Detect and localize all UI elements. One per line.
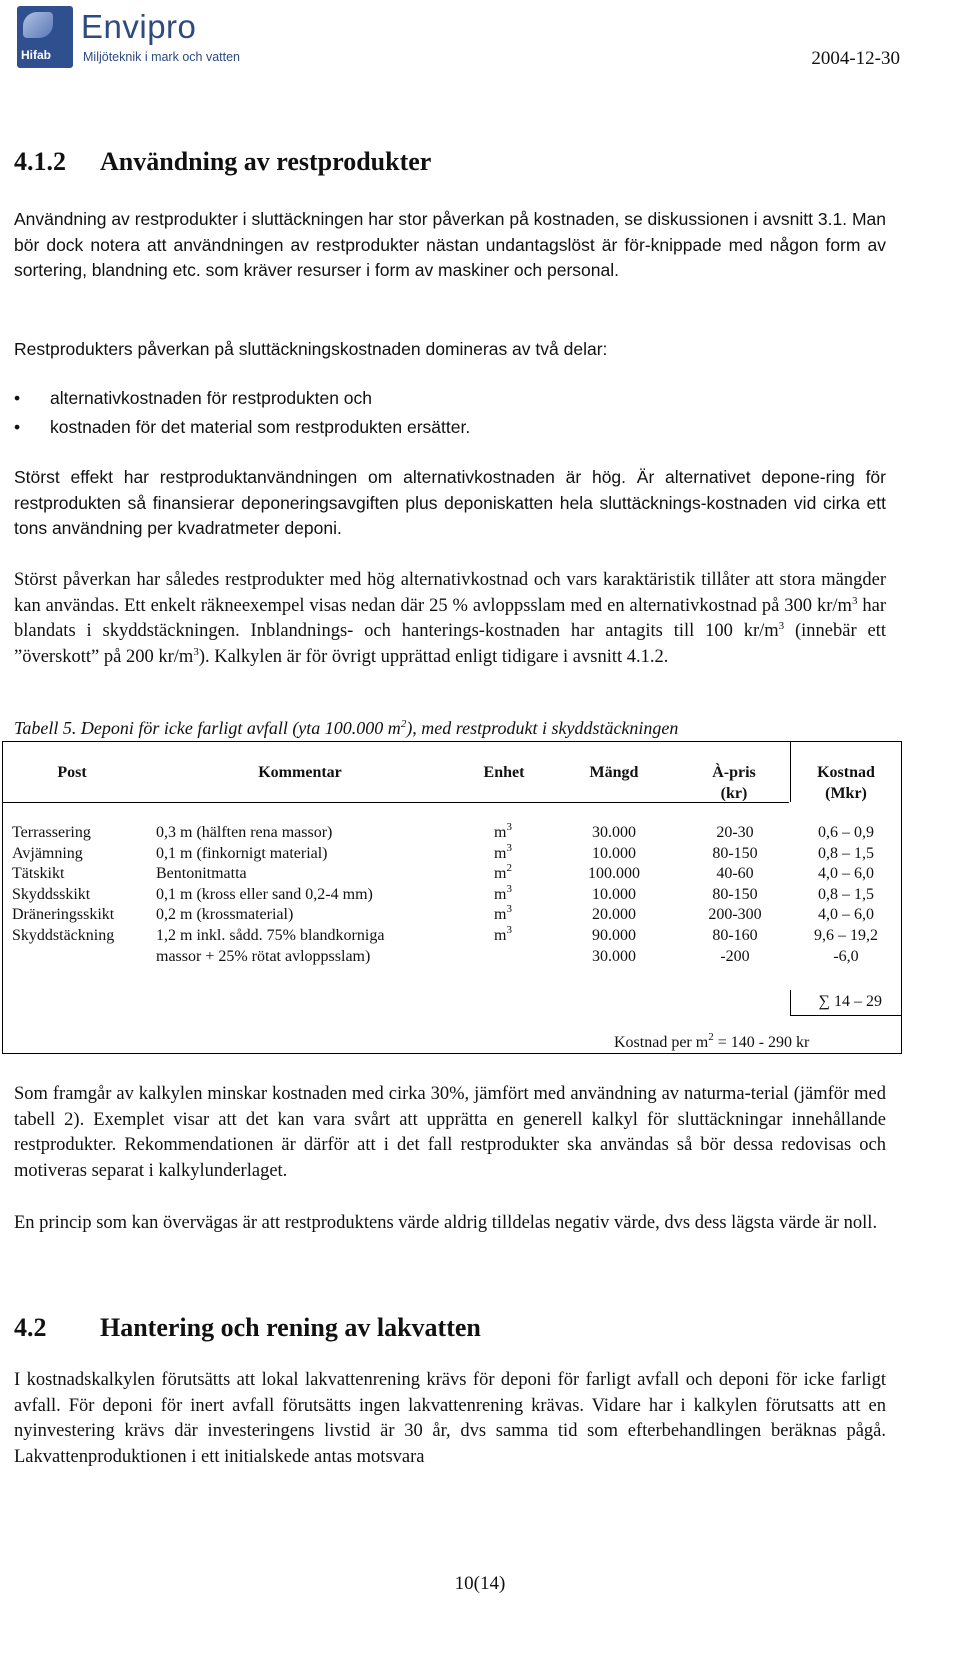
caption-b: ), med restprodukt i skyddstäckningen [406,718,679,738]
cell-apris: 80-160 [712,926,758,944]
column-mangd [566,823,662,967]
header-apris-line1: À-pris [712,764,756,781]
cell-post: Skyddstäckning [12,926,115,944]
header-kostnad [800,762,892,804]
cell-kostnad: -6,0 [833,947,859,965]
section-heading-4-2 [14,1313,481,1343]
column-kostnad [796,823,896,967]
paragraph-intro [14,207,886,284]
cell-mangd: 20.000 [592,906,636,924]
cell-kommentar: 0,2 m (krossmaterial) [156,906,294,924]
paragraph-example-a: Störst påverkan har således restprodukter med hög alternativkostnad och vars karaktäristik tillåter att stora mängder kan användas. Ett enkelt räkneexempel visas nedan där 25 % avloppsslam med en alternativkostnad på 300 kr/m [14,570,886,616]
header-kommentar: Kommentar [258,764,342,781]
column-kommentar [156,823,384,967]
header-kostnad-line2: (Mkr) [825,785,867,802]
cell-mangd: 30.000 [592,947,636,965]
cell-apris: 80-150 [712,885,758,903]
cell-apris: 80-150 [712,844,758,862]
cell-apris: 40-60 [716,865,754,883]
header-kostnad-line1: Kostnad [817,764,875,781]
cell-kostnad: 4,0 – 6,0 [818,906,874,924]
paragraph-lakvatten: I kostnadskalkylen förutsätts att lokal lakvattenrening krävs för deponi för farligt avfall och deponi för icke farligt avfall. För deponi för inert avfall förutsätts ingen lakvattenrening krävas. Vidare har i kalkylen förutsatts att en nyinvestering krävs där investeringens livstid är 30 år, dvs samma tid som efterbehandlingen beräknas pågå. Lakvattenproduktionen i ett initialskede antas motsvara [14,1370,886,1467]
cell-post: Tätskikt [12,865,65,883]
superscript: 3 [851,594,858,607]
unit-exponent: 3 [506,923,512,936]
paragraph-principle: En princip som kan övervägas är att restproduktens värde aldrig tilldelas negativ värde, dvs dess lägsta värde är noll. [14,1213,878,1233]
paragraph-effect: Störst effekt har restproduktanvändningen om alternativkostnaden är hög. Är alternativet depone-ring för restprodukten så finansierar deponeringsavgiften plus deponiskatten hela sluttäcknings-kostnaden vid cirka ett tons användning per kvadratmeter deponi. [14,467,886,538]
header-apris-line2: (kr) [720,785,748,802]
cell-apris: 200-300 [708,906,762,924]
logo-name: Envipro [81,8,197,45]
caption-superscript: 2 [400,718,407,730]
cell-mangd: 10.000 [592,885,636,903]
cell-post: Avjämning [12,844,83,862]
column-enhet [494,823,512,947]
bullet-item: • alternativkostnaden för restprodukten och [14,384,886,413]
unit-exponent: 3 [506,821,512,833]
cell-mangd: 10.000 [592,844,636,862]
cell-kommentar: Bentonitmatta [156,865,247,883]
cell-enhet: $m^3$ [494,841,512,862]
header-apris [694,762,774,804]
section-number: 4.1.2 [14,147,66,176]
cell-kommentar: 0,1 m (kross eller sand 0,2-4 mm) [156,885,373,903]
logo-tagline: Miljöteknik i mark och vatten [83,50,241,64]
cell-mangd: 90.000 [592,926,636,944]
unit-exponent: 3 [506,882,512,895]
bullet-list [14,384,886,442]
paragraph-conclusion: Som framgår av kalkylen minskar kostnaden med cirka 30%, jämfört med användning av naturma-terial (jämför med tabell 2). Exemplet visar att det kan vara svårt att upprätta en generell kalkyl för sluttäckningar innehållande restprodukter. Rekommendationen är därför att i det fall restprodukter ska användas så bör dessa redovisas och motiveras separat i kalkylunderlaget. [14,1084,886,1181]
unit-exponent: 3 [506,903,512,916]
paragraph-intro-a: Användning av restprodukter i sluttäckningen har stor påverkan på kostnaden, se diskussionen i avsnitt 3.1. [14,209,848,229]
cell-mangd: 100.000 [588,865,640,883]
unit-exponent: 3 [506,841,512,854]
cell-kommentar: 1,2 m inkl. sådd. 75% blandkorniga [156,926,385,944]
header-post: Post [57,764,87,781]
cell-apris: -200 [720,947,750,965]
cell-kostnad: 0,8 – 1,5 [818,885,874,903]
cell-mangd: 30.000 [592,824,636,841]
paragraph-intro-b: Man bör dock notera att användningen av restprodukter nästan undantagslöst är för-knippade med någon form av sortering, blandning etc. som kräver resurser i form av maskiner och personal. [14,209,886,280]
header-rule [3,802,789,803]
superscript: 3 [193,645,199,658]
cell-kommentar: massor + 25% rötat avloppsslam) [156,947,371,965]
caption-a: Tabell 5. Deponi för icke farligt avfall (yta 100.000 m [14,718,401,738]
cost-per-m2: Kostnad per $m^2 = 140 - 290$ kr [614,1031,810,1051]
logo-badge-text: Hifab [21,48,51,62]
cell-kostnad: 0,6 – 0,9 [818,824,874,841]
company-logo [17,6,272,70]
cell-post: Skyddsskikt [12,885,91,903]
cell-post: Terrassering [12,824,91,841]
header-mangd: Mängd [589,764,639,781]
section-number: 4.2 [14,1313,47,1342]
paragraph-example-d: ). Kalkylen är för övrigt upprättad enligt tidigare i avsnitt 4.1.2. [198,646,669,667]
column-post [12,823,114,947]
cell-kommentar: 0,1 m (finkornigt material) [156,844,328,862]
cell-enhet: $m^3$ [494,821,512,841]
cell-apris: 20-30 [716,824,754,841]
paragraph-two-parts: Restprodukters påverkan på sluttäckningskostnaden domineras av två delar: [14,339,608,359]
paragraph-example-b: har blandats i skyddstäckningen. Inblandnings- och hanterings-kostnaden har antagits till 100 kr/m [14,595,887,641]
cell-kommentar: 0,3 m (hälften rena massor) [156,824,333,841]
cell-kostnad: 0,8 – 1,5 [818,844,874,862]
column-apris [690,823,780,967]
cell-enhet: $m^2$ [494,862,512,883]
cell-enhet: $m^3$ [494,882,512,903]
cell-enhet: $m^3$ [494,903,512,924]
header-divider [790,742,791,802]
cell-enhet: $m^3$ [494,923,512,944]
header-enhet: Enhet [483,764,525,781]
logo-badge [17,6,73,68]
paragraph-example [14,568,886,670]
bullet-item: • kostnaden för det material som restprodukten ersätter. [14,413,886,442]
superscript: 3 [778,620,785,632]
paragraph-example-c: (innebär ett ”överskott” på 200 kr/m [14,621,886,667]
table-sum: ∑ 14 – 29 [790,990,902,1016]
cell-kostnad: 4,0 – 6,0 [818,865,874,883]
page-number: 10(14) [454,1573,506,1594]
unit-exponent: 2 [506,862,512,875]
logo-shape-icon [23,12,53,38]
cell-post: Dräneringsskikt [12,906,115,924]
section-heading-4-1-2 [14,147,431,177]
table-caption [14,718,678,739]
document-date: 2004-12-30 [811,48,900,69]
section-title: Hantering och rening av lakvatten [100,1313,481,1342]
superscript: 2 [708,1031,714,1043]
section-title: Användning av restprodukter [100,147,432,176]
cell-kostnad: 9,6 – 19,2 [814,926,878,944]
